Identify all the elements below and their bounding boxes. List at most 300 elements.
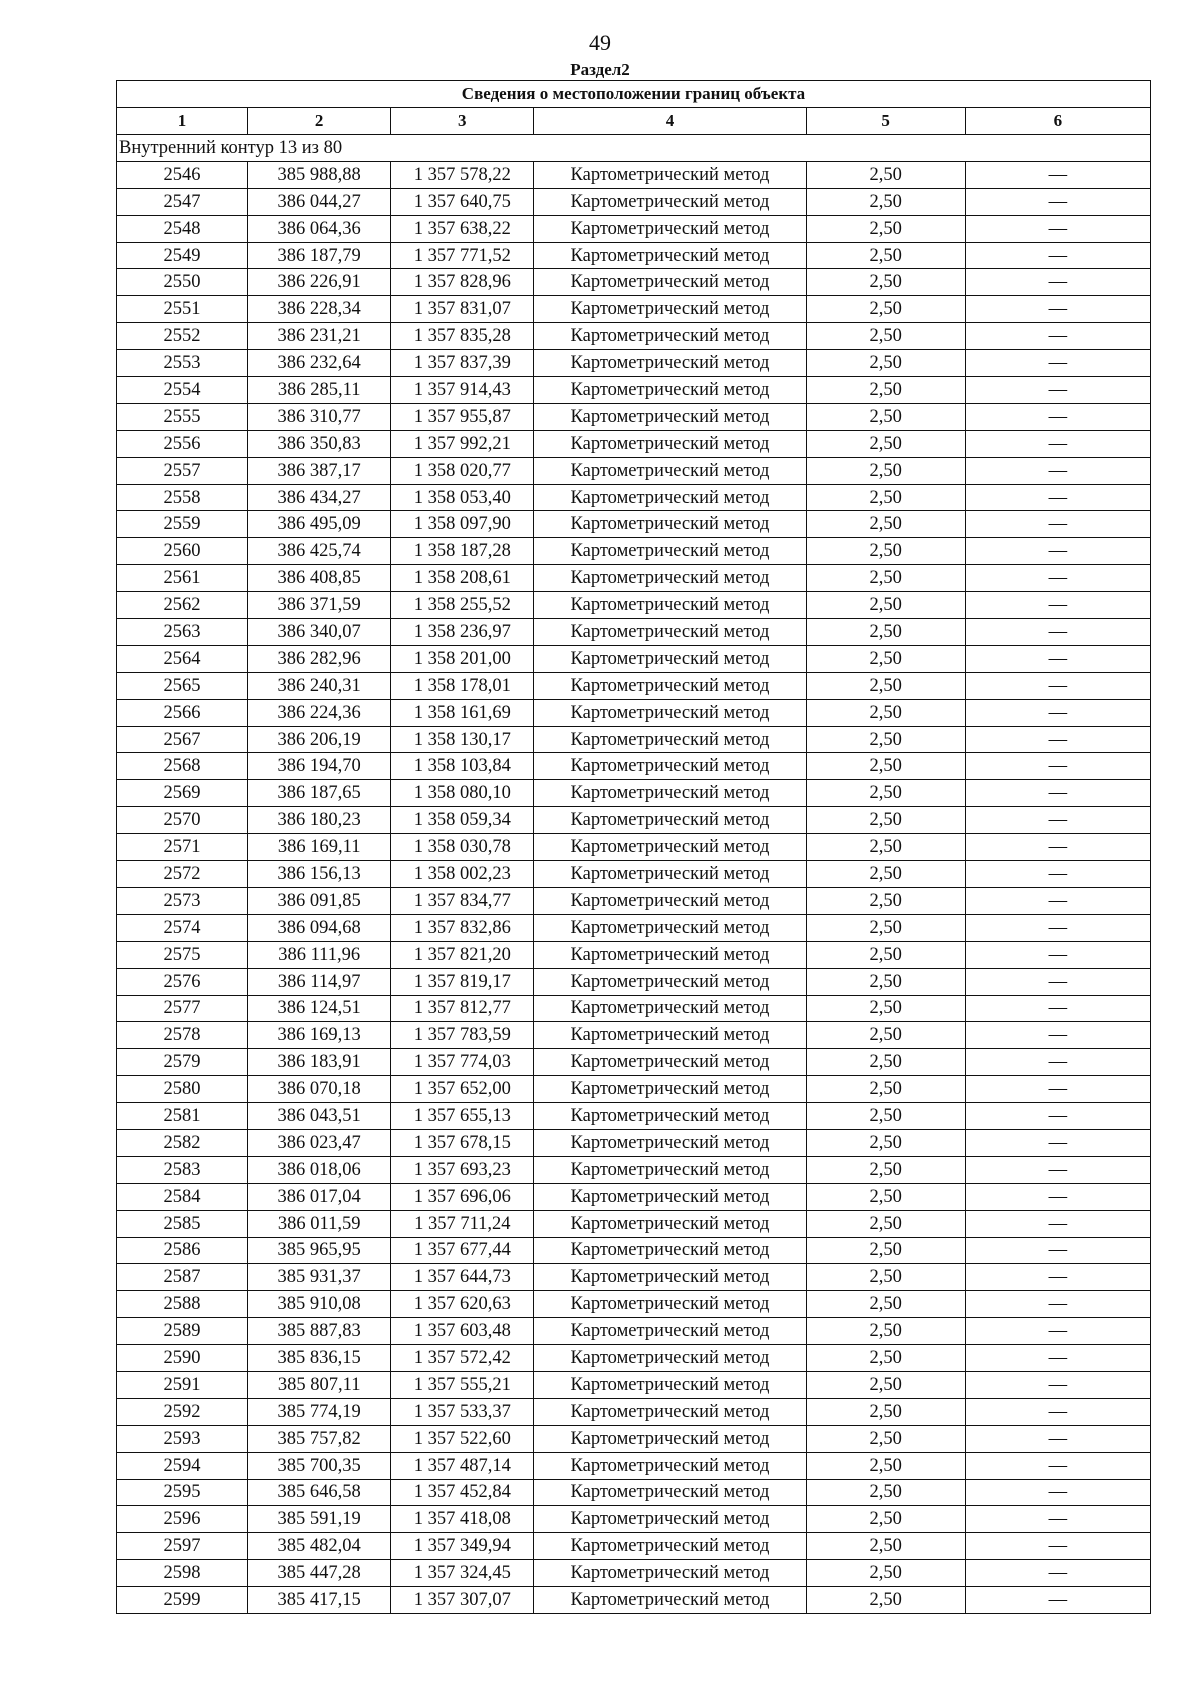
y-coordinate-cell: 1 358 161,69 xyxy=(391,699,534,726)
method-cell: Картометрический метод xyxy=(534,780,806,807)
y-coordinate-cell: 1 358 236,97 xyxy=(391,619,534,646)
accuracy-cell: 2,50 xyxy=(806,188,965,215)
y-coordinate-cell: 1 357 324,45 xyxy=(391,1560,534,1587)
table-row xyxy=(117,941,1151,968)
description-cell: — xyxy=(965,753,1150,780)
table-row xyxy=(117,726,1151,753)
method-cell: Картометрический метод xyxy=(534,1398,806,1425)
x-coordinate-cell: 385 836,15 xyxy=(248,1345,391,1372)
y-coordinate-cell: 1 357 831,07 xyxy=(391,296,534,323)
y-coordinate-cell: 1 357 644,73 xyxy=(391,1264,534,1291)
description-cell: — xyxy=(965,780,1150,807)
table-row xyxy=(117,565,1151,592)
accuracy-cell: 2,50 xyxy=(806,1425,965,1452)
x-coordinate-cell: 386 206,19 xyxy=(248,726,391,753)
description-cell: — xyxy=(965,592,1150,619)
method-cell: Картометрический метод xyxy=(534,807,806,834)
description-cell: — xyxy=(965,995,1150,1022)
x-coordinate-cell: 386 111,96 xyxy=(248,941,391,968)
table-row xyxy=(117,323,1151,350)
x-coordinate-cell: 386 226,91 xyxy=(248,269,391,296)
y-coordinate-cell: 1 357 640,75 xyxy=(391,188,534,215)
x-coordinate-cell: 386 183,91 xyxy=(248,1049,391,1076)
method-cell: Картометрический метод xyxy=(534,968,806,995)
method-cell: Картометрический метод xyxy=(534,1425,806,1452)
accuracy-cell: 2,50 xyxy=(806,1237,965,1264)
column-number: 5 xyxy=(806,108,965,135)
description-cell: — xyxy=(965,1129,1150,1156)
x-coordinate-cell: 386 187,79 xyxy=(248,242,391,269)
column-number: 6 xyxy=(965,108,1150,135)
method-cell: Картометрический метод xyxy=(534,565,806,592)
description-cell: — xyxy=(965,538,1150,565)
contour-row xyxy=(117,135,1151,162)
table-row xyxy=(117,780,1151,807)
method-cell: Картометрический метод xyxy=(534,619,806,646)
point-number-cell: 2594 xyxy=(117,1452,248,1479)
accuracy-cell: 2,50 xyxy=(806,430,965,457)
table-row xyxy=(117,161,1151,188)
y-coordinate-cell: 1 357 812,77 xyxy=(391,995,534,1022)
y-coordinate-cell: 1 358 097,90 xyxy=(391,511,534,538)
y-coordinate-cell: 1 357 522,60 xyxy=(391,1425,534,1452)
point-number-cell: 2555 xyxy=(117,403,248,430)
method-cell: Картометрический метод xyxy=(534,592,806,619)
y-coordinate-cell: 1 358 130,17 xyxy=(391,726,534,753)
y-coordinate-cell: 1 357 655,13 xyxy=(391,1103,534,1130)
table-caption: Сведения о местоположении границ объекта xyxy=(117,81,1151,108)
method-cell: Картометрический метод xyxy=(534,995,806,1022)
x-coordinate-cell: 386 340,07 xyxy=(248,619,391,646)
accuracy-cell: 2,50 xyxy=(806,672,965,699)
accuracy-cell: 2,50 xyxy=(806,941,965,968)
x-coordinate-cell: 385 807,11 xyxy=(248,1371,391,1398)
x-coordinate-cell: 386 169,11 xyxy=(248,834,391,861)
contour-label: Внутренний контур 13 из 80 xyxy=(117,135,1151,162)
method-cell: Картометрический метод xyxy=(534,1183,806,1210)
point-number-cell: 2585 xyxy=(117,1210,248,1237)
accuracy-cell: 2,50 xyxy=(806,1506,965,1533)
point-number-cell: 2591 xyxy=(117,1371,248,1398)
x-coordinate-cell: 385 591,19 xyxy=(248,1506,391,1533)
method-cell: Картометрический метод xyxy=(534,242,806,269)
x-coordinate-cell: 386 285,11 xyxy=(248,377,391,404)
x-coordinate-cell: 386 169,13 xyxy=(248,1022,391,1049)
y-coordinate-cell: 1 357 487,14 xyxy=(391,1452,534,1479)
table-row xyxy=(117,887,1151,914)
column-number: 2 xyxy=(248,108,391,135)
description-cell: — xyxy=(965,457,1150,484)
method-cell: Картометрический метод xyxy=(534,323,806,350)
table-row xyxy=(117,753,1151,780)
accuracy-cell: 2,50 xyxy=(806,1479,965,1506)
method-cell: Картометрический метод xyxy=(534,726,806,753)
point-number-cell: 2561 xyxy=(117,565,248,592)
table-row xyxy=(117,672,1151,699)
x-coordinate-cell: 385 910,08 xyxy=(248,1291,391,1318)
table-row xyxy=(117,645,1151,672)
point-number-cell: 2579 xyxy=(117,1049,248,1076)
column-number-row xyxy=(117,108,1151,135)
x-coordinate-cell: 386 018,06 xyxy=(248,1156,391,1183)
y-coordinate-cell: 1 357 711,24 xyxy=(391,1210,534,1237)
x-coordinate-cell: 386 194,70 xyxy=(248,753,391,780)
x-coordinate-cell: 386 434,27 xyxy=(248,484,391,511)
table-row xyxy=(117,511,1151,538)
point-number-cell: 2593 xyxy=(117,1425,248,1452)
description-cell: — xyxy=(965,1049,1150,1076)
point-number-cell: 2566 xyxy=(117,699,248,726)
table-row xyxy=(117,538,1151,565)
table-row xyxy=(117,1533,1151,1560)
x-coordinate-cell: 385 417,15 xyxy=(248,1587,391,1614)
y-coordinate-cell: 1 357 572,42 xyxy=(391,1345,534,1372)
point-number-cell: 2553 xyxy=(117,350,248,377)
table-row xyxy=(117,1425,1151,1452)
y-coordinate-cell: 1 358 208,61 xyxy=(391,565,534,592)
y-coordinate-cell: 1 357 418,08 xyxy=(391,1506,534,1533)
x-coordinate-cell: 386 114,97 xyxy=(248,968,391,995)
description-cell: — xyxy=(965,161,1150,188)
method-cell: Картометрический метод xyxy=(534,1291,806,1318)
table-row xyxy=(117,1103,1151,1130)
description-cell: — xyxy=(965,1022,1150,1049)
accuracy-cell: 2,50 xyxy=(806,699,965,726)
description-cell: — xyxy=(965,1318,1150,1345)
point-number-cell: 2565 xyxy=(117,672,248,699)
method-cell: Картометрический метод xyxy=(534,1156,806,1183)
description-cell: — xyxy=(965,1560,1150,1587)
x-coordinate-cell: 385 447,28 xyxy=(248,1560,391,1587)
description-cell: — xyxy=(965,1587,1150,1614)
y-coordinate-cell: 1 357 783,59 xyxy=(391,1022,534,1049)
table-row xyxy=(117,1587,1151,1614)
point-number-cell: 2563 xyxy=(117,619,248,646)
method-cell: Картометрический метод xyxy=(534,1506,806,1533)
table-row xyxy=(117,995,1151,1022)
point-number-cell: 2572 xyxy=(117,861,248,888)
point-number-cell: 2597 xyxy=(117,1533,248,1560)
accuracy-cell: 2,50 xyxy=(806,1129,965,1156)
method-cell: Картометрический метод xyxy=(534,914,806,941)
accuracy-cell: 2,50 xyxy=(806,1103,965,1130)
table-row xyxy=(117,1479,1151,1506)
table-row xyxy=(117,861,1151,888)
y-coordinate-cell: 1 357 349,94 xyxy=(391,1533,534,1560)
x-coordinate-cell: 386 017,04 xyxy=(248,1183,391,1210)
table-row xyxy=(117,914,1151,941)
point-number-cell: 2546 xyxy=(117,161,248,188)
point-number-cell: 2584 xyxy=(117,1183,248,1210)
y-coordinate-cell: 1 357 677,44 xyxy=(391,1237,534,1264)
accuracy-cell: 2,50 xyxy=(806,377,965,404)
method-cell: Картометрический метод xyxy=(534,215,806,242)
accuracy-cell: 2,50 xyxy=(806,887,965,914)
method-cell: Картометрический метод xyxy=(534,1049,806,1076)
accuracy-cell: 2,50 xyxy=(806,753,965,780)
x-coordinate-cell: 386 044,27 xyxy=(248,188,391,215)
description-cell: — xyxy=(965,403,1150,430)
description-cell: — xyxy=(965,269,1150,296)
table-row xyxy=(117,699,1151,726)
method-cell: Картометрический метод xyxy=(534,1103,806,1130)
point-number-cell: 2562 xyxy=(117,592,248,619)
method-cell: Картометрический метод xyxy=(534,941,806,968)
column-number: 3 xyxy=(391,108,534,135)
description-cell: — xyxy=(965,1076,1150,1103)
x-coordinate-cell: 386 425,74 xyxy=(248,538,391,565)
description-cell: — xyxy=(965,242,1150,269)
y-coordinate-cell: 1 357 638,22 xyxy=(391,215,534,242)
description-cell: — xyxy=(965,1506,1150,1533)
y-coordinate-cell: 1 357 620,63 xyxy=(391,1291,534,1318)
method-cell: Картометрический метод xyxy=(534,645,806,672)
table-row xyxy=(117,269,1151,296)
description-cell: — xyxy=(965,511,1150,538)
x-coordinate-cell: 386 232,64 xyxy=(248,350,391,377)
method-cell: Картометрический метод xyxy=(534,269,806,296)
x-coordinate-cell: 386 124,51 xyxy=(248,995,391,1022)
description-cell: — xyxy=(965,941,1150,968)
method-cell: Картометрический метод xyxy=(534,1237,806,1264)
point-number-cell: 2596 xyxy=(117,1506,248,1533)
x-coordinate-cell: 386 091,85 xyxy=(248,887,391,914)
y-coordinate-cell: 1 357 696,06 xyxy=(391,1183,534,1210)
description-cell: — xyxy=(965,1103,1150,1130)
accuracy-cell: 2,50 xyxy=(806,807,965,834)
accuracy-cell: 2,50 xyxy=(806,592,965,619)
accuracy-cell: 2,50 xyxy=(806,1318,965,1345)
accuracy-cell: 2,50 xyxy=(806,161,965,188)
table-row xyxy=(117,403,1151,430)
method-cell: Картометрический метод xyxy=(534,834,806,861)
x-coordinate-cell: 385 646,58 xyxy=(248,1479,391,1506)
accuracy-cell: 2,50 xyxy=(806,484,965,511)
column-number: 4 xyxy=(534,108,806,135)
y-coordinate-cell: 1 357 652,00 xyxy=(391,1076,534,1103)
x-coordinate-cell: 385 757,82 xyxy=(248,1425,391,1452)
description-cell: — xyxy=(965,350,1150,377)
accuracy-cell: 2,50 xyxy=(806,538,965,565)
description-cell: — xyxy=(965,1479,1150,1506)
table-row xyxy=(117,619,1151,646)
point-number-cell: 2557 xyxy=(117,457,248,484)
point-number-cell: 2552 xyxy=(117,323,248,350)
y-coordinate-cell: 1 358 103,84 xyxy=(391,753,534,780)
method-cell: Картометрический метод xyxy=(534,511,806,538)
point-number-cell: 2595 xyxy=(117,1479,248,1506)
description-cell: — xyxy=(965,1452,1150,1479)
method-cell: Картометрический метод xyxy=(534,1587,806,1614)
point-number-cell: 2588 xyxy=(117,1291,248,1318)
description-cell: — xyxy=(965,296,1150,323)
y-coordinate-cell: 1 358 020,77 xyxy=(391,457,534,484)
accuracy-cell: 2,50 xyxy=(806,619,965,646)
method-cell: Картометрический метод xyxy=(534,861,806,888)
y-coordinate-cell: 1 357 452,84 xyxy=(391,1479,534,1506)
accuracy-cell: 2,50 xyxy=(806,242,965,269)
table-row xyxy=(117,1049,1151,1076)
description-cell: — xyxy=(965,323,1150,350)
description-cell: — xyxy=(965,968,1150,995)
point-number-cell: 2592 xyxy=(117,1398,248,1425)
y-coordinate-cell: 1 358 201,00 xyxy=(391,645,534,672)
point-number-cell: 2550 xyxy=(117,269,248,296)
point-number-cell: 2567 xyxy=(117,726,248,753)
y-coordinate-cell: 1 357 533,37 xyxy=(391,1398,534,1425)
page-number: 49 xyxy=(589,30,611,55)
table-row xyxy=(117,1371,1151,1398)
point-number-cell: 2598 xyxy=(117,1560,248,1587)
point-number-cell: 2590 xyxy=(117,1345,248,1372)
y-coordinate-cell: 1 357 914,43 xyxy=(391,377,534,404)
y-coordinate-cell: 1 357 774,03 xyxy=(391,1049,534,1076)
point-number-cell: 2559 xyxy=(117,511,248,538)
table-body xyxy=(117,135,1151,1614)
point-number-cell: 2569 xyxy=(117,780,248,807)
y-coordinate-cell: 1 357 819,17 xyxy=(391,968,534,995)
method-cell: Картометрический метод xyxy=(534,699,806,726)
method-cell: Картометрический метод xyxy=(534,403,806,430)
point-number-cell: 2587 xyxy=(117,1264,248,1291)
description-cell: — xyxy=(965,1533,1150,1560)
y-coordinate-cell: 1 358 187,28 xyxy=(391,538,534,565)
y-coordinate-cell: 1 358 002,23 xyxy=(391,861,534,888)
x-coordinate-cell: 386 156,13 xyxy=(248,861,391,888)
accuracy-cell: 2,50 xyxy=(806,1210,965,1237)
method-cell: Картометрический метод xyxy=(534,484,806,511)
boundary-table xyxy=(116,80,1151,1614)
accuracy-cell: 2,50 xyxy=(806,1560,965,1587)
description-cell: — xyxy=(965,1371,1150,1398)
method-cell: Картометрический метод xyxy=(534,457,806,484)
accuracy-cell: 2,50 xyxy=(806,968,965,995)
table-row xyxy=(117,1210,1151,1237)
x-coordinate-cell: 386 094,68 xyxy=(248,914,391,941)
method-cell: Картометрический метод xyxy=(534,430,806,457)
y-coordinate-cell: 1 357 837,39 xyxy=(391,350,534,377)
x-coordinate-cell: 386 240,31 xyxy=(248,672,391,699)
x-coordinate-cell: 385 700,35 xyxy=(248,1452,391,1479)
x-coordinate-cell: 385 965,95 xyxy=(248,1237,391,1264)
x-coordinate-cell: 386 350,83 xyxy=(248,430,391,457)
column-number: 1 xyxy=(117,108,248,135)
point-number-cell: 2578 xyxy=(117,1022,248,1049)
point-number-cell: 2564 xyxy=(117,645,248,672)
method-cell: Картометрический метод xyxy=(534,296,806,323)
table-row xyxy=(117,1156,1151,1183)
point-number-cell: 2571 xyxy=(117,834,248,861)
method-cell: Картометрический метод xyxy=(534,1371,806,1398)
table-caption-row xyxy=(117,81,1151,108)
accuracy-cell: 2,50 xyxy=(806,1398,965,1425)
accuracy-cell: 2,50 xyxy=(806,1291,965,1318)
table-row xyxy=(117,242,1151,269)
y-coordinate-cell: 1 357 678,15 xyxy=(391,1129,534,1156)
y-coordinate-cell: 1 357 821,20 xyxy=(391,941,534,968)
x-coordinate-cell: 386 224,36 xyxy=(248,699,391,726)
accuracy-cell: 2,50 xyxy=(806,914,965,941)
accuracy-cell: 2,50 xyxy=(806,350,965,377)
description-cell: — xyxy=(965,619,1150,646)
table-row xyxy=(117,188,1151,215)
y-coordinate-cell: 1 357 307,07 xyxy=(391,1587,534,1614)
point-number-cell: 2580 xyxy=(117,1076,248,1103)
accuracy-cell: 2,50 xyxy=(806,995,965,1022)
table-row xyxy=(117,457,1151,484)
accuracy-cell: 2,50 xyxy=(806,565,965,592)
method-cell: Картометрический метод xyxy=(534,1452,806,1479)
method-cell: Картометрический метод xyxy=(534,1533,806,1560)
method-cell: Картометрический метод xyxy=(534,672,806,699)
table-row xyxy=(117,1506,1151,1533)
x-coordinate-cell: 386 064,36 xyxy=(248,215,391,242)
y-coordinate-cell: 1 357 578,22 xyxy=(391,161,534,188)
table-row xyxy=(117,592,1151,619)
point-number-cell: 2581 xyxy=(117,1103,248,1130)
point-number-cell: 2589 xyxy=(117,1318,248,1345)
description-cell: — xyxy=(965,672,1150,699)
point-number-cell: 2549 xyxy=(117,242,248,269)
description-cell: — xyxy=(965,215,1150,242)
y-coordinate-cell: 1 357 835,28 xyxy=(391,323,534,350)
point-number-cell: 2556 xyxy=(117,430,248,457)
accuracy-cell: 2,50 xyxy=(806,511,965,538)
accuracy-cell: 2,50 xyxy=(806,1022,965,1049)
method-cell: Картометрический метод xyxy=(534,887,806,914)
description-cell: — xyxy=(965,699,1150,726)
accuracy-cell: 2,50 xyxy=(806,1049,965,1076)
x-coordinate-cell: 386 282,96 xyxy=(248,645,391,672)
method-cell: Картометрический метод xyxy=(534,1318,806,1345)
description-cell: — xyxy=(965,914,1150,941)
point-number-cell: 2558 xyxy=(117,484,248,511)
description-cell: — xyxy=(965,1291,1150,1318)
description-cell: — xyxy=(965,1345,1150,1372)
x-coordinate-cell: 386 408,85 xyxy=(248,565,391,592)
x-coordinate-cell: 386 011,59 xyxy=(248,1210,391,1237)
x-coordinate-cell: 385 482,04 xyxy=(248,1533,391,1560)
method-cell: Картометрический метод xyxy=(534,538,806,565)
accuracy-cell: 2,50 xyxy=(806,1533,965,1560)
description-cell: — xyxy=(965,887,1150,914)
table-row xyxy=(117,834,1151,861)
accuracy-cell: 2,50 xyxy=(806,296,965,323)
table-row xyxy=(117,377,1151,404)
point-number-cell: 2586 xyxy=(117,1237,248,1264)
accuracy-cell: 2,50 xyxy=(806,1183,965,1210)
point-number-cell: 2547 xyxy=(117,188,248,215)
accuracy-cell: 2,50 xyxy=(806,726,965,753)
point-number-cell: 2575 xyxy=(117,941,248,968)
point-number-cell: 2573 xyxy=(117,887,248,914)
accuracy-cell: 2,50 xyxy=(806,269,965,296)
description-cell: — xyxy=(965,1425,1150,1452)
description-cell: — xyxy=(965,1237,1150,1264)
table-row xyxy=(117,968,1151,995)
y-coordinate-cell: 1 357 834,77 xyxy=(391,887,534,914)
accuracy-cell: 2,50 xyxy=(806,861,965,888)
point-number-cell: 2570 xyxy=(117,807,248,834)
x-coordinate-cell: 386 070,18 xyxy=(248,1076,391,1103)
table-row xyxy=(117,1183,1151,1210)
point-number-cell: 2599 xyxy=(117,1587,248,1614)
point-number-cell: 2568 xyxy=(117,753,248,780)
method-cell: Картометрический метод xyxy=(534,1210,806,1237)
accuracy-cell: 2,50 xyxy=(806,780,965,807)
description-cell: — xyxy=(965,1210,1150,1237)
method-cell: Картометрический метод xyxy=(534,350,806,377)
